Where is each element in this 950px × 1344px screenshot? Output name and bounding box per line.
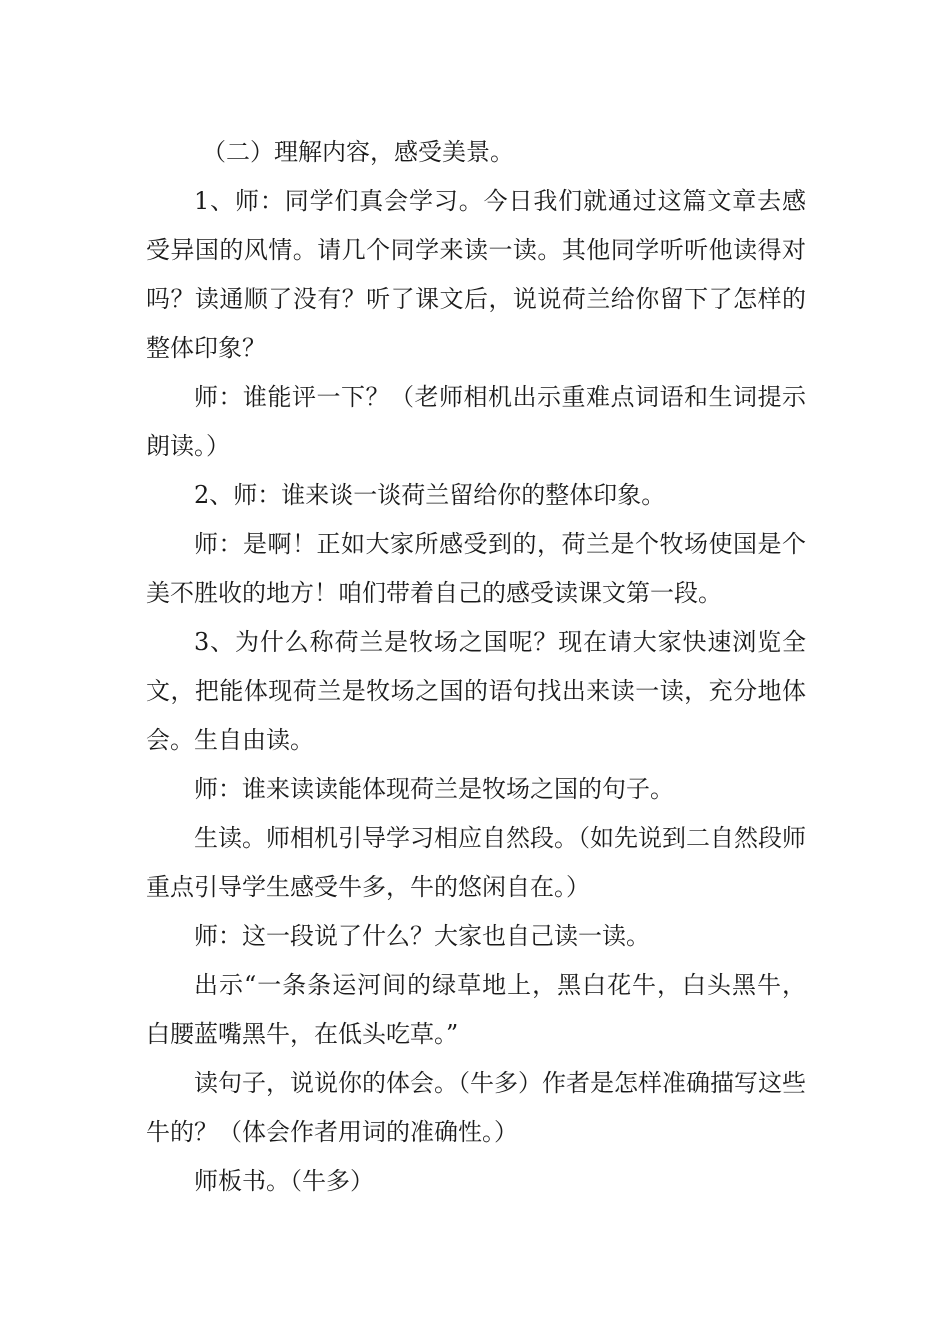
paragraph: 师：谁来读读能体现荷兰是牧场之国的句子。 bbox=[194, 775, 674, 803]
paragraph: 3、为什么称荷兰是牧场之国呢？现在请大家快速浏览全文，把能体现荷兰是牧场之国的语句找出来读一读，充分地体会。生自由读。 bbox=[146, 628, 806, 754]
document-body bbox=[146, 128, 806, 1206]
section-heading: （二）理解内容，感受美景。 bbox=[202, 138, 514, 166]
paragraph: 读句子，说说你的体会。（牛多）作者是怎样准确描写这些牛的？（体会作者用词的准确性。） bbox=[146, 1069, 806, 1146]
paragraph: 2、师：谁来谈一谈荷兰留给你的整体印象。 bbox=[194, 481, 666, 509]
paragraph: 出示“一条条运河间的绿草地上，黑白花牛，白头黑牛，白腰蓝嘴黑牛，在低头吃草。” bbox=[146, 971, 806, 1048]
paragraph: 1、师：同学们真会学习。今日我们就通过这篇文章去感受异国的风情。请几个同学来读一读。其他同学听听他读得对吗？读通顺了没有？听了课文后，说说荷兰给你留下了怎样的整体印象？ bbox=[146, 187, 806, 362]
paragraph: 师：是啊！正如大家所感受到的，荷兰是个牧场使国是个美不胜收的地方！咱们带着自己的感受读课文第一段。 bbox=[146, 530, 806, 607]
paragraph: 生读。师相机引导学习相应自然段。（如先说到二自然段师重点引导学生感受牛多，牛的悠闲自在。） bbox=[146, 824, 806, 901]
paragraph: 师：谁能评一下？（老师相机出示重难点词语和生词提示朗读。） bbox=[146, 383, 806, 460]
paragraph: 师：这一段说了什么？大家也自己读一读。 bbox=[194, 922, 650, 950]
paragraph: 师板书。（牛多） bbox=[194, 1167, 374, 1195]
